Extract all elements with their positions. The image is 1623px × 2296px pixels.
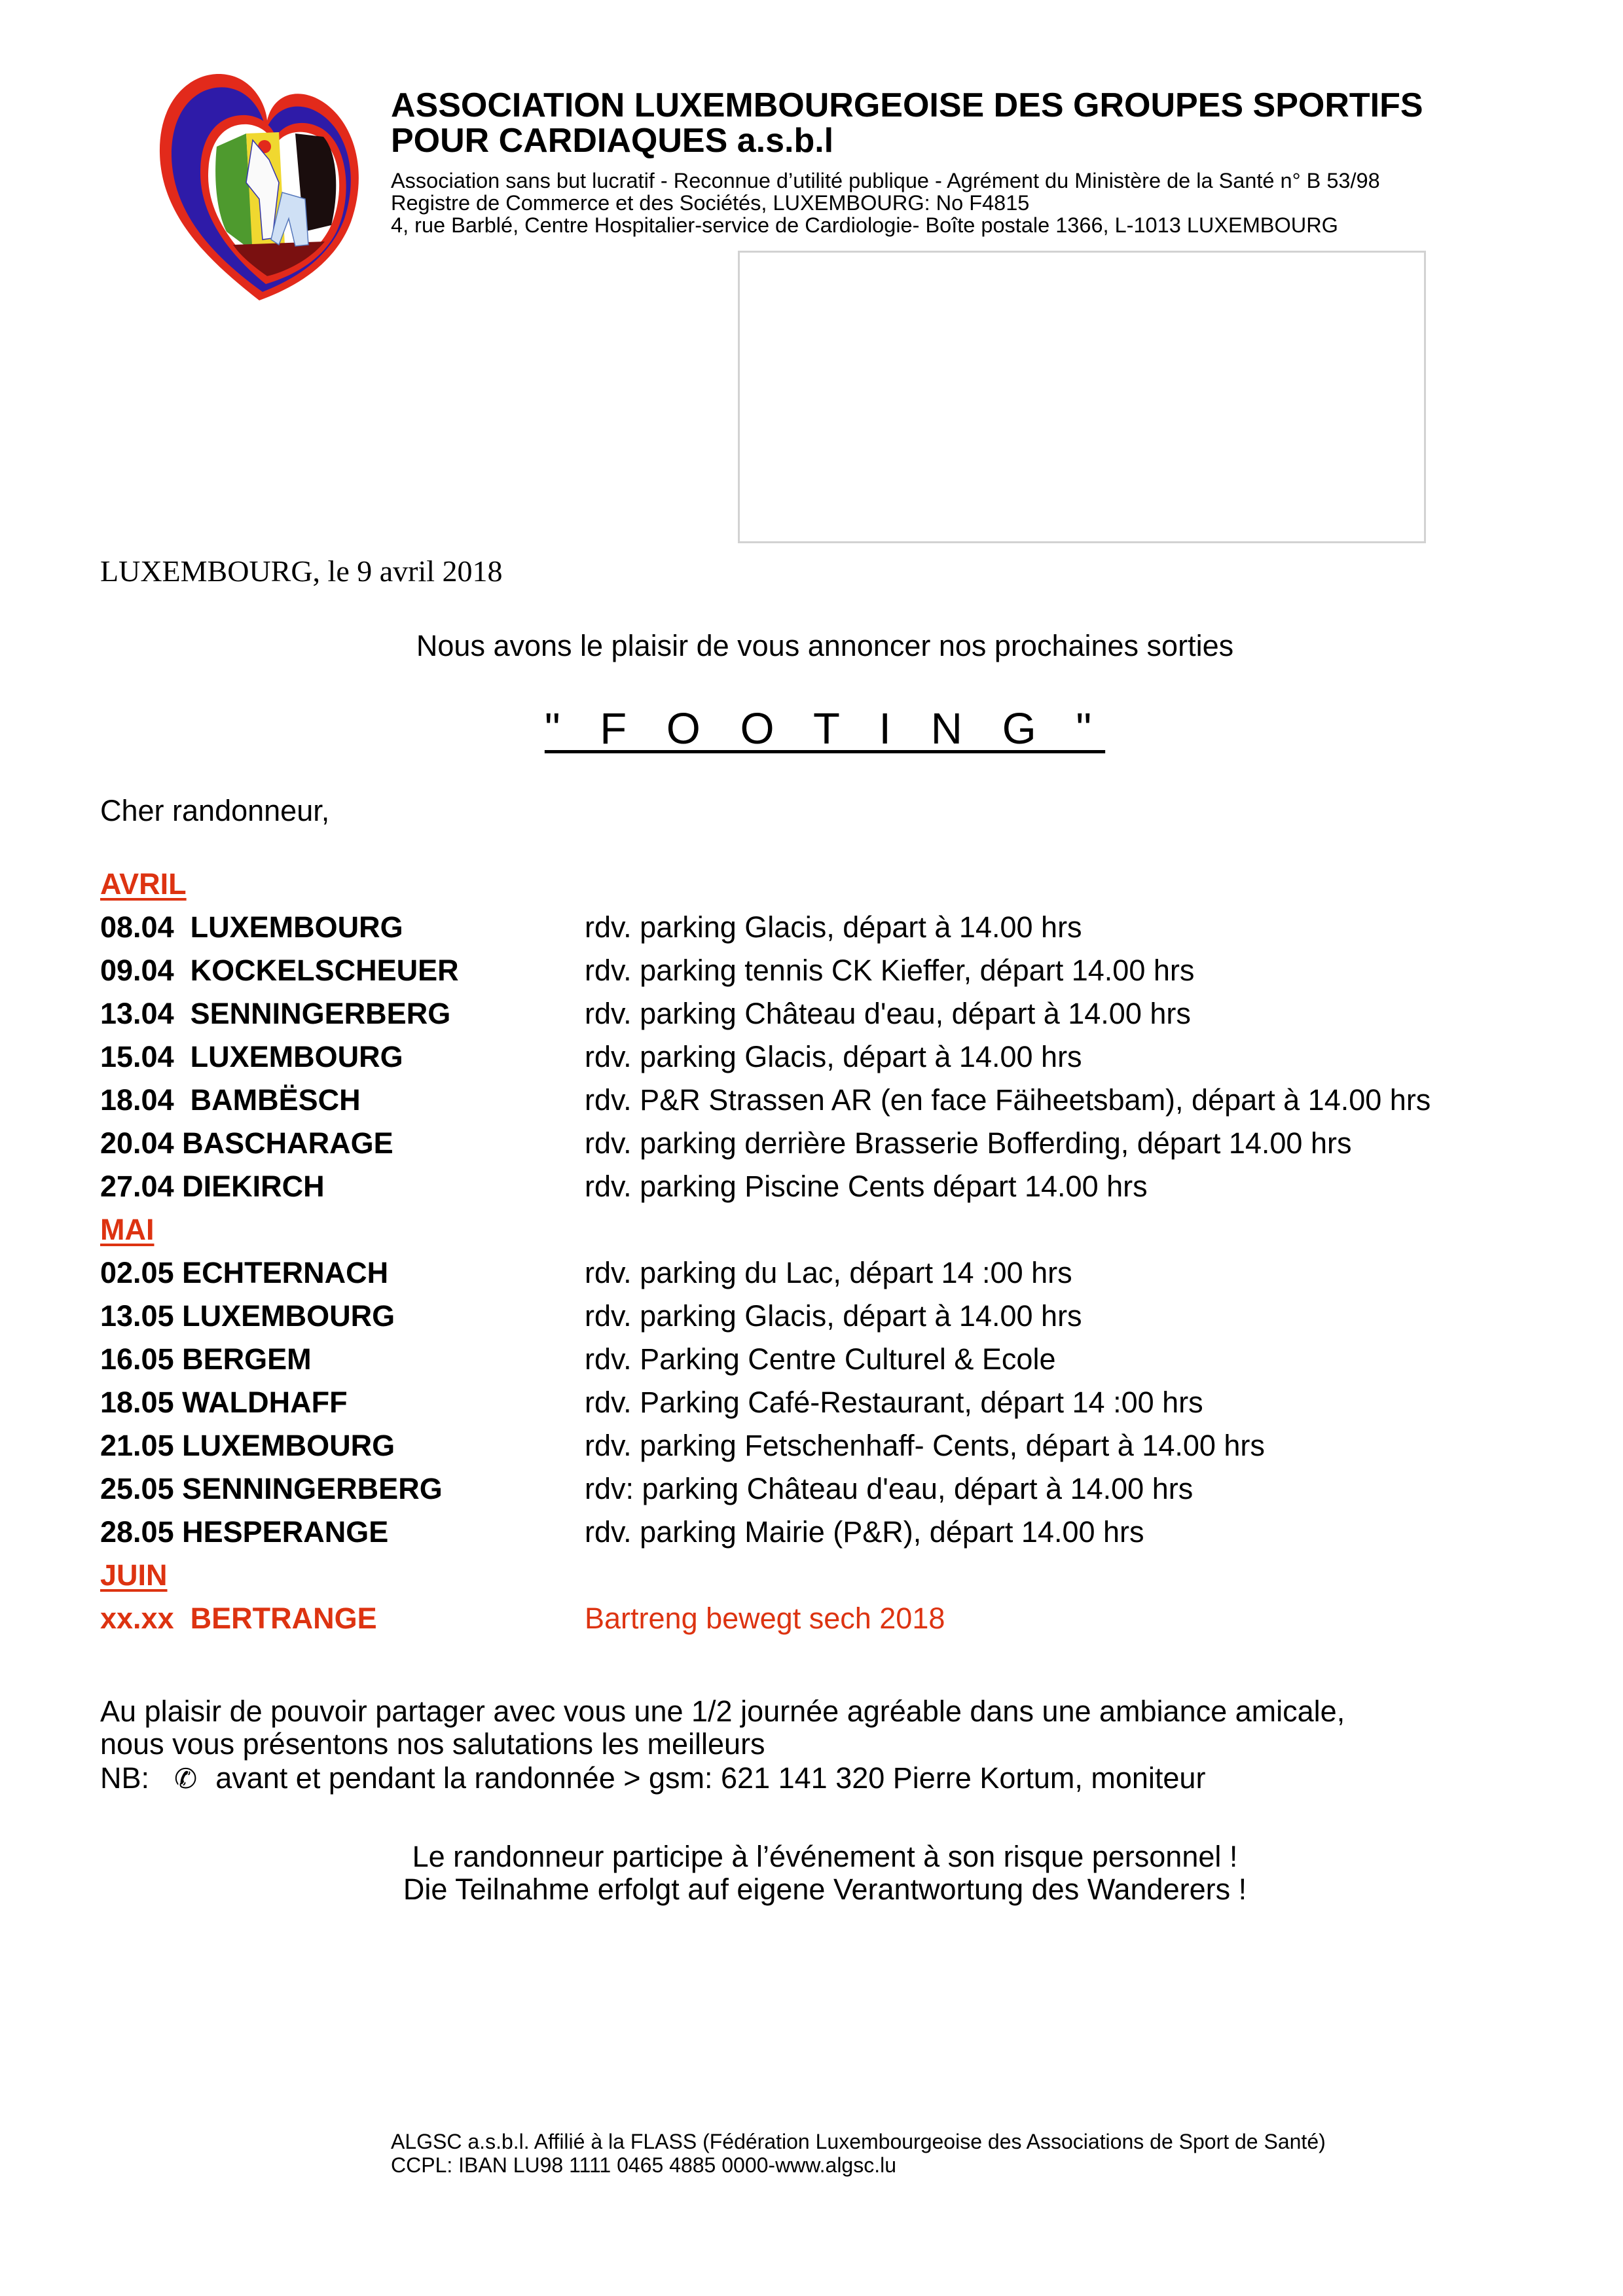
address-box [738,251,1426,543]
closing-line2: nous vous présentons nos salutations les meilleurs [100,1727,765,1761]
event-place: WALDHAFF [182,1386,348,1419]
nb-text: avant et pendant la randonnée > gsm: 621 141 320 Pierre Kortum, moniteur [215,1761,1206,1795]
event-details: rdv. parking Glacis, départ à 14.00 hrs [585,1299,1082,1333]
event-date-place [100,1597,377,1640]
event-separator [174,1299,183,1333]
schedule-row [100,1295,1573,1338]
event-details: rdv: parking Château d'eau, départ à 14.00 hrs [585,1472,1194,1505]
month-heading: JUIN [100,1558,168,1592]
event-date: 16.05 [100,1342,174,1376]
schedule-row [100,1165,1573,1208]
footing-title: " F O O T I N G " [544,704,1106,753]
disclaimer-de: Die Teilnahme erfolgt auf eigene Verantwortung des Wanderers ! [403,1873,1247,1906]
event-date-place [100,1467,443,1511]
event-separator [174,997,191,1030]
event-details: rdv. Parking Café-Restaurant, départ 14 :00 hrs [585,1386,1203,1419]
event-place: LUXEMBOURG [182,1429,395,1462]
event-date-place [100,949,459,992]
event-date: xx.xx [100,1602,174,1635]
event-date: 27.04 [100,1170,174,1203]
org-title-line1: ASSOCIATION LUXEMBOURGEOISE DES GROUPES SPORTIFS [391,86,1423,124]
event-date: 09.04 [100,954,174,987]
event-details: rdv. parking tennis CK Kieffer, départ 14.00 hrs [585,954,1195,987]
schedule-row [100,1511,1573,1554]
event-date: 18.04 [100,1083,174,1117]
org-title-line2: POUR CARDIAQUES a.s.b.l [391,122,834,160]
event-date-place [100,1424,395,1467]
schedule-row [100,1381,1573,1424]
event-date-place [100,992,450,1035]
event-date-place [100,1295,395,1338]
event-date: 15.04 [100,1040,174,1073]
event-date-place [100,1381,348,1424]
event-separator [174,1083,191,1117]
event-date: 20.04 [100,1126,174,1160]
event-details: rdv. parking Glacis, départ à 14.00 hrs [585,910,1082,944]
event-date: 02.05 [100,1256,174,1289]
org-sub-line3: 4, rue Barblé, Centre Hospitalier-service de Cardiologie- Boîte postale 1366, L-1013 LUXEMBOURG [391,213,1338,237]
event-separator [174,1342,183,1376]
event-details: rdv. parking Château d'eau, départ à 14.00 hrs [585,997,1191,1030]
event-date-place [100,1035,403,1079]
footer-line2: CCPL: IBAN LU98 1111 0465 4885 0000-www.algsc.lu [391,2153,897,2177]
announcement: Nous avons le plaisir de vous annoncer nos prochaines sorties [416,629,1234,662]
schedule-row [100,1079,1573,1122]
event-date-place [100,1165,325,1208]
event-separator [174,1386,183,1419]
event-place: LUXEMBOURG [182,1299,395,1333]
event-details: rdv. Parking Centre Culturel & Ecole [585,1342,1056,1376]
event-place: ECHTERNACH [182,1256,389,1289]
event-date-place [100,1251,388,1295]
event-details: rdv. parking Mairie (P&R), départ 14.00 hrs [585,1515,1144,1549]
event-date: 28.05 [100,1515,174,1549]
nb-label: NB: [100,1761,150,1795]
page-title [0,706,1623,753]
schedule-row [100,1597,1573,1640]
schedule-row [100,1035,1573,1079]
salutation: Cher randonneur, [100,794,330,827]
event-place: HESPERANGE [182,1515,389,1549]
event-details: rdv. P&R Strassen AR (en face Fäiheetsbam), départ à 14.00 hrs [585,1083,1431,1117]
event-date: 13.05 [100,1299,174,1333]
event-details: Bartreng bewegt sech 2018 [585,1602,945,1635]
event-date: 13.04 [100,997,174,1030]
heart-logo-icon [155,68,374,308]
event-separator [174,1515,183,1549]
org-sub-line2: Registre de Commerce et des Sociétés, LUXEMBOURG: No F4815 [391,191,1030,215]
event-date: 25.05 [100,1472,174,1505]
schedule-row [100,949,1573,992]
event-place: SENNINGERBERG [190,997,451,1030]
event-date-place [100,1511,388,1554]
event-place: LUXEMBOURG [190,1040,403,1073]
event-details: rdv. parking derrière Brasserie Bofferding, départ 14.00 hrs [585,1126,1352,1160]
phone-icon: ✆ [174,1763,198,1794]
schedule-row [100,1251,1573,1295]
event-place: KOCKELSCHEUER [190,954,459,987]
date-line: LUXEMBOURG, le 9 avril 2018 [100,554,503,588]
nb-line [100,1762,1205,1795]
org-sub-line1: Association sans but lucratif - Reconnue d’utilité publique - Agrément du Ministère de la Santé n° B 53/98 [391,169,1380,192]
event-details: rdv. parking Fetschenhaff- Cents, départ à 14.00 hrs [585,1429,1265,1462]
event-date-place [100,1338,312,1381]
schedule-row [100,906,1573,949]
event-separator [174,1472,183,1505]
event-details: rdv. parking Piscine Cents départ 14.00 hrs [585,1170,1148,1203]
event-separator [174,1256,183,1289]
schedule [100,863,1573,1640]
event-place: SENNINGERBERG [182,1472,443,1505]
event-separator [174,954,191,987]
event-separator [174,1040,191,1073]
event-date-place [100,1079,361,1122]
footer-line1: ALGSC a.s.b.l. Affilié à la FLASS (Fédération Luxembourgeoise des Associations de Sport de Santé) [391,2130,1326,2153]
event-date: 18.05 [100,1386,174,1419]
event-separator [174,1170,183,1203]
event-place: LUXEMBOURG [190,910,403,944]
event-place: DIEKIRCH [182,1170,325,1203]
event-date: 21.05 [100,1429,174,1462]
event-date-place [100,906,403,949]
schedule-row [100,1338,1573,1381]
schedule-row [100,1424,1573,1467]
event-place: BERTRANGE [190,1602,377,1635]
schedule-row [100,1467,1573,1511]
event-separator [174,1429,183,1462]
event-place: BAMBËSCH [190,1083,361,1117]
schedule-row [100,1122,1573,1165]
event-place: BASCHARAGE [182,1126,393,1160]
schedule-row [100,992,1573,1035]
month-heading: MAI [100,1213,155,1246]
event-place: BERGEM [182,1342,312,1376]
event-date-place [100,1122,393,1165]
event-separator [174,910,191,944]
month-heading: AVRIL [100,867,187,901]
event-details: rdv. parking Glacis, départ à 14.00 hrs [585,1040,1082,1073]
event-details: rdv. parking du Lac, départ 14 :00 hrs [585,1256,1072,1289]
event-separator [174,1602,191,1635]
disclaimer-fr: Le randonneur participe à l’événement à son risque personnel ! [412,1840,1238,1873]
event-separator [174,1126,183,1160]
closing-line1: Au plaisir de pouvoir partager avec vous une 1/2 journée agréable dans une ambiance amicale, [100,1695,1345,1728]
event-date: 08.04 [100,910,174,944]
